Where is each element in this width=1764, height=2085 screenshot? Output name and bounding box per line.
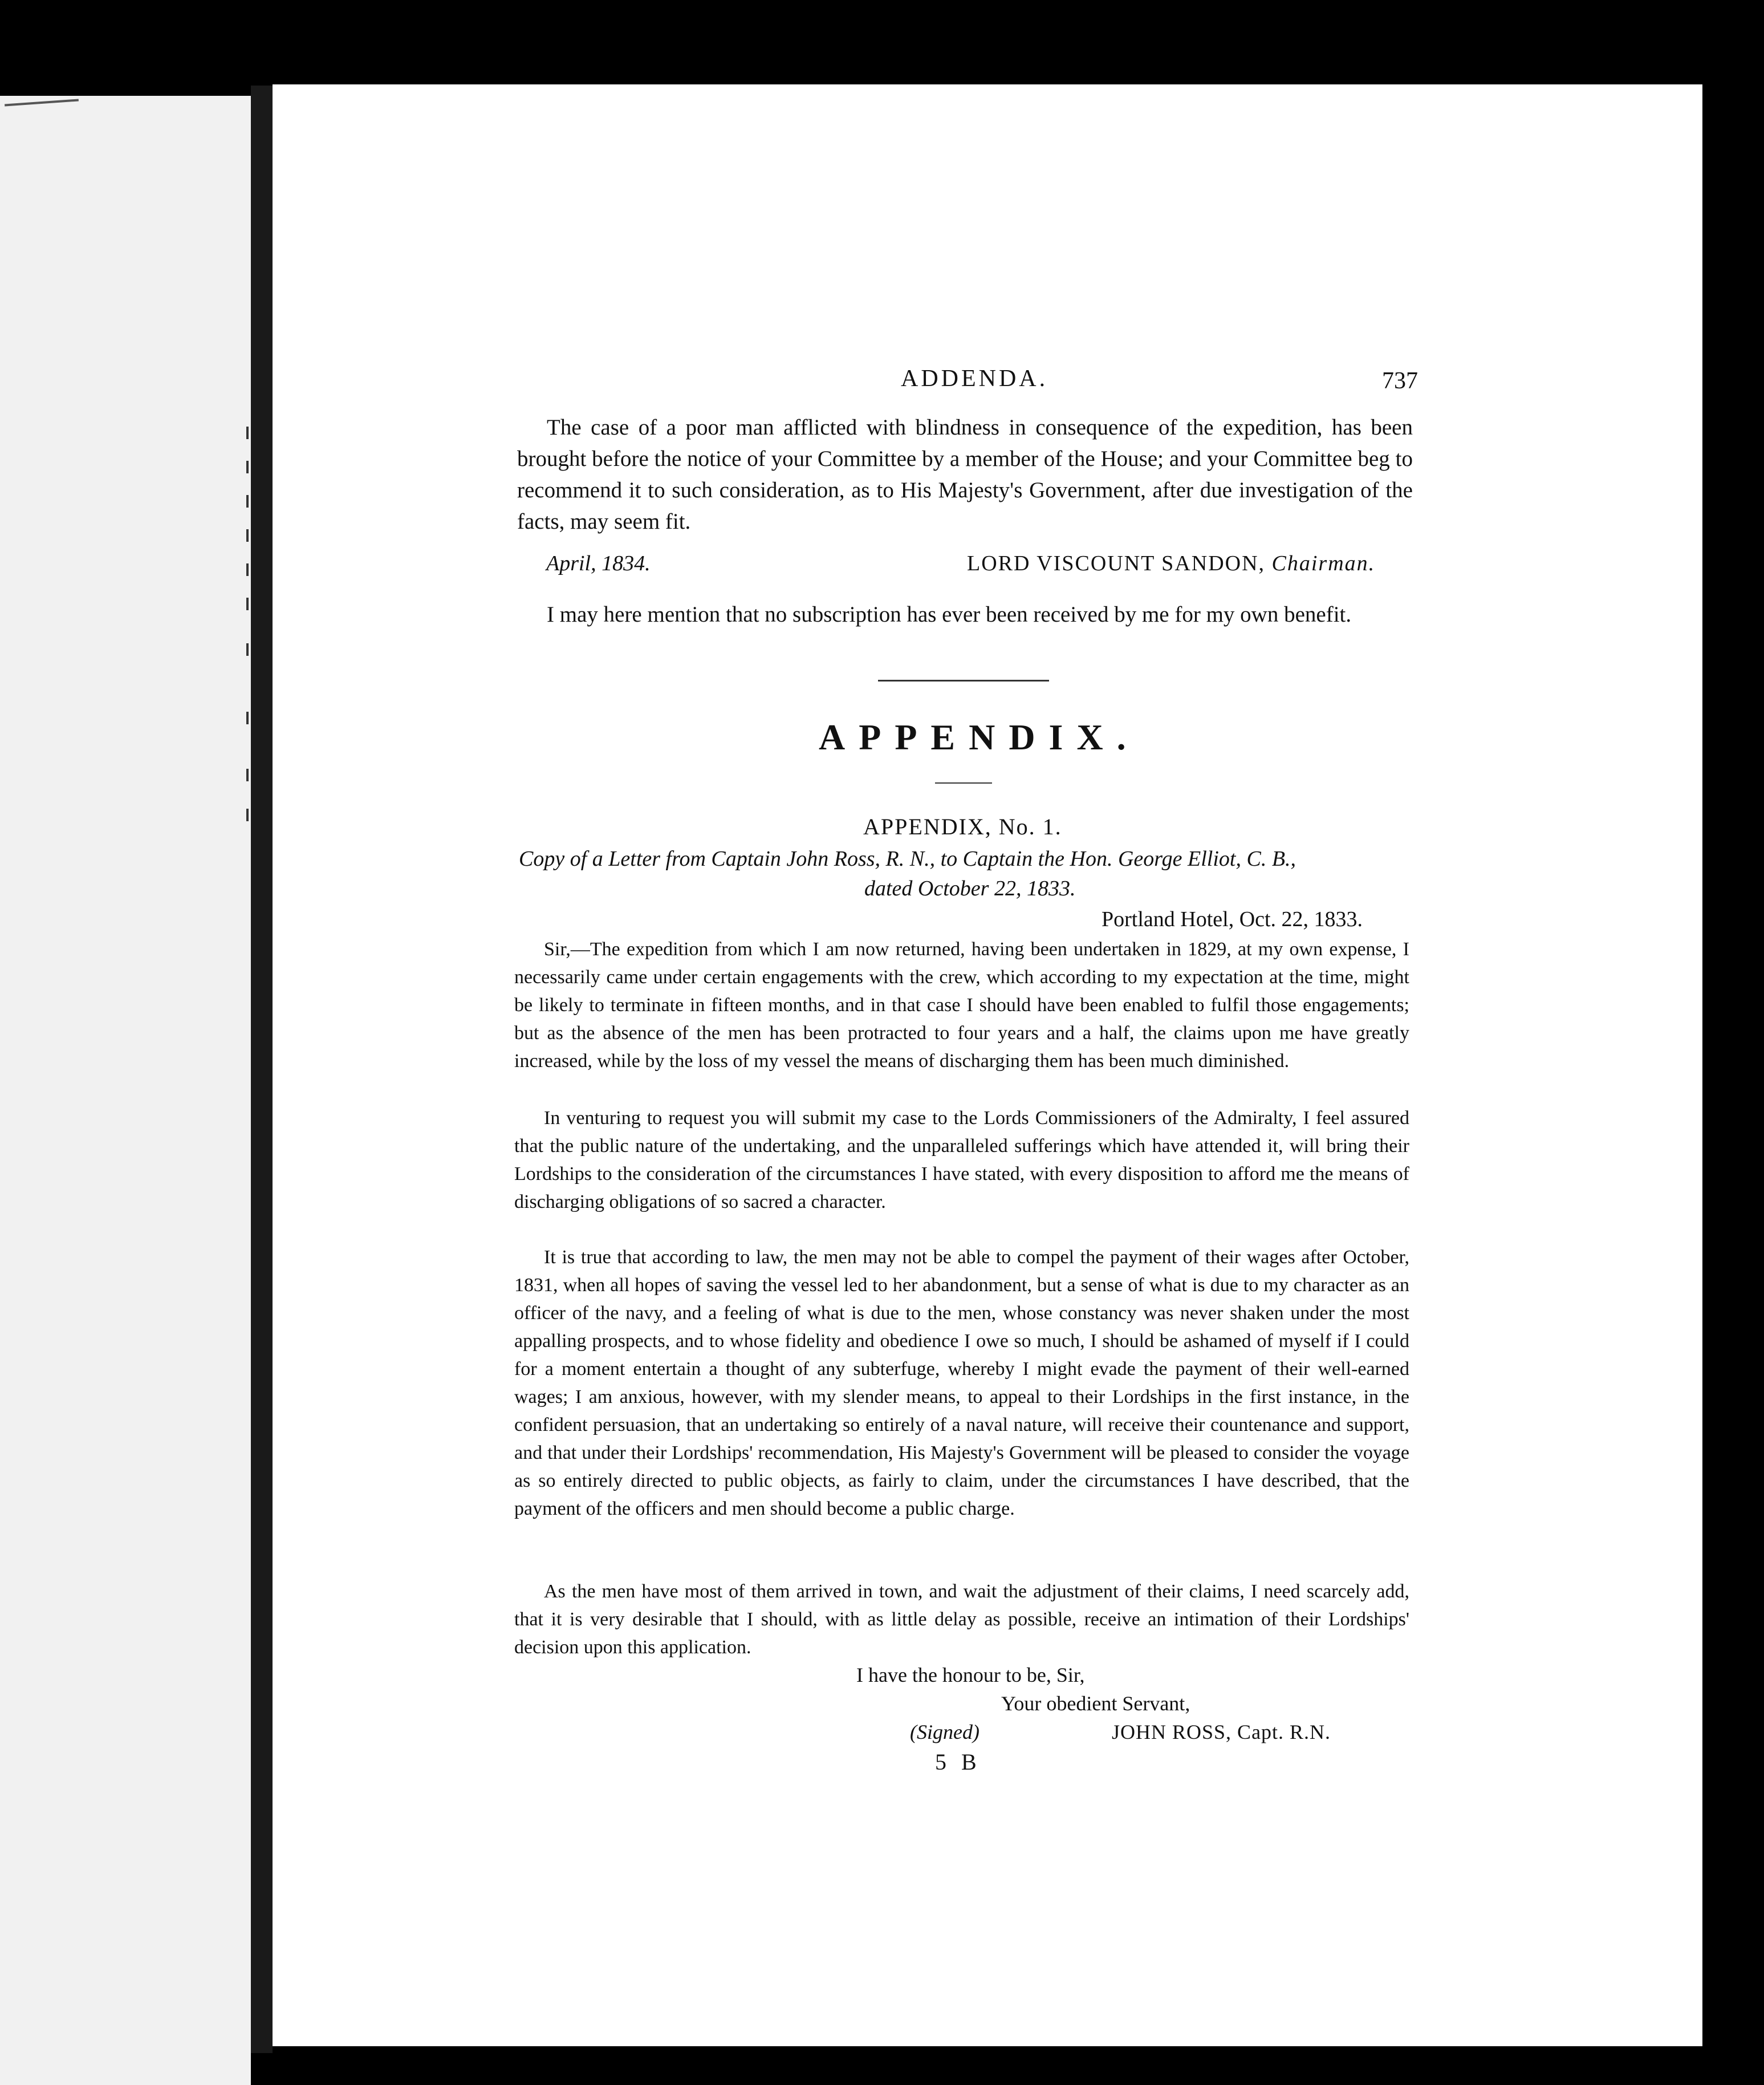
letter-paragraph: It is true that according to law, the men may not be able to compel the payment of their wages after October, 1831, when all hopes of saving the vessel led to her abandonment, but a sense of what is due to my character as an officer of the navy, and a feeling of what is due to the men, whose constancy was never shaken under the most appalling prospects, and to whose fidelity and obedience I owe so much, I should be ashamed of myself if I could for a moment entertain a thought of any subterfuge, whereby I might evade the payment of their well-earned wages; I am anxious, however, with my slender means, to appeal to their Lordships in the first instance, in the confident persuasion, that an undertaking so entirely of a naval nature, will receive their countenance and support, and that under their Lordships' recommendation, His Majesty's Government will be pleased to consider the voyage as so entirely directed to public objects, as fairly to claim, under the circumstances I have described, that the payment of the officers and men should become a public charge. <box>514 1247 1409 1519</box>
margin-mark <box>246 427 249 439</box>
margin-mark <box>246 598 249 610</box>
addenda-date: April, 1834. <box>546 551 651 575</box>
chairman-role: Chairman. <box>1271 551 1376 575</box>
addenda-paragraph: The case of a poor man afflicted with blindness in consequence of the expedition, has been brought before the notice of your Committee by a member of the House; and your Committee beg to recommend it to such consideration, as to His Majesty's Government, after due investigation of the facts, may seem fit. <box>517 415 1413 534</box>
running-title: ADDENDA. <box>901 366 1048 392</box>
page-number: 737 <box>1382 368 1418 394</box>
letter-signature: JOHN ROSS, Capt. R.N. <box>1112 1721 1331 1743</box>
letter-paragraph: In venturing to request you will submit my case to the Lords Commissioners of the Admiralty, I feel assured that the public nature of the undertaking, and the unparalleled sufferings which have attended it, will bring their Lordships to the consideration of the circumstances I have stated, with every disposition to afford me the means of discharging obligations of so sacred a character. <box>514 1108 1409 1212</box>
letter-heading-line2: dated October 22, 1833. <box>864 877 1076 900</box>
margin-mark <box>246 495 249 508</box>
facing-page-edge <box>0 96 251 2085</box>
margin-mark <box>246 809 249 821</box>
printer-signature-mark: 5 B <box>935 1749 981 1775</box>
margin-mark <box>246 769 249 781</box>
author-note: I may here mention that no subscription has ever been received by me for my own benefit. <box>547 602 1352 627</box>
section-rule <box>878 680 1049 682</box>
margin-mark <box>246 461 249 473</box>
chairman-name: LORD VISCOUNT SANDON, <box>967 551 1266 575</box>
margin-mark <box>246 529 249 542</box>
page-edge-mark <box>5 99 79 106</box>
margin-mark <box>246 643 249 656</box>
chairman-line <box>967 551 1375 576</box>
page-gutter <box>251 86 273 2053</box>
appendix-title: APPENDIX. <box>819 717 1140 757</box>
signed-label: (Signed) <box>910 1721 979 1743</box>
margin-mark <box>246 563 249 576</box>
letter-address: Portland Hotel, Oct. 22, 1833. <box>1102 907 1363 931</box>
letter-heading-line1: Copy of a Letter from Captain John Ross, R. N., to Captain the Hon. George Elliot, C. B., <box>519 847 1296 871</box>
letter-paragraph: Sir,—The expedition from which I am now returned, having been undertaken in 1829, at my own expense, I necessarily came under certain engagements with the crew, which according to my expectation at the time, might be likely to terminate in fifteen months, and in that case I should have been enabled to fulfil those engagements; but as the absence of the men has been protracted to four years and a half, the claims upon me have greatly increased, while by the loss of my vessel the means of discharging them has been much diminished. <box>514 939 1409 1072</box>
appendix-section-title: APPENDIX, No. 1. <box>863 814 1062 839</box>
closing-line-2: Your obedient Servant, <box>1001 1692 1190 1715</box>
letter-paragraph: As the men have most of them arrived in town, and wait the adjustment of their claims, I need scarcely add, that it is very desirable that I should, with as little delay as possible, receive an intimation of their Lordships' decision upon this application. <box>514 1581 1409 1658</box>
title-rule <box>935 782 992 784</box>
margin-mark <box>246 712 249 724</box>
closing-line-1: I have the honour to be, Sir, <box>856 1664 1085 1686</box>
